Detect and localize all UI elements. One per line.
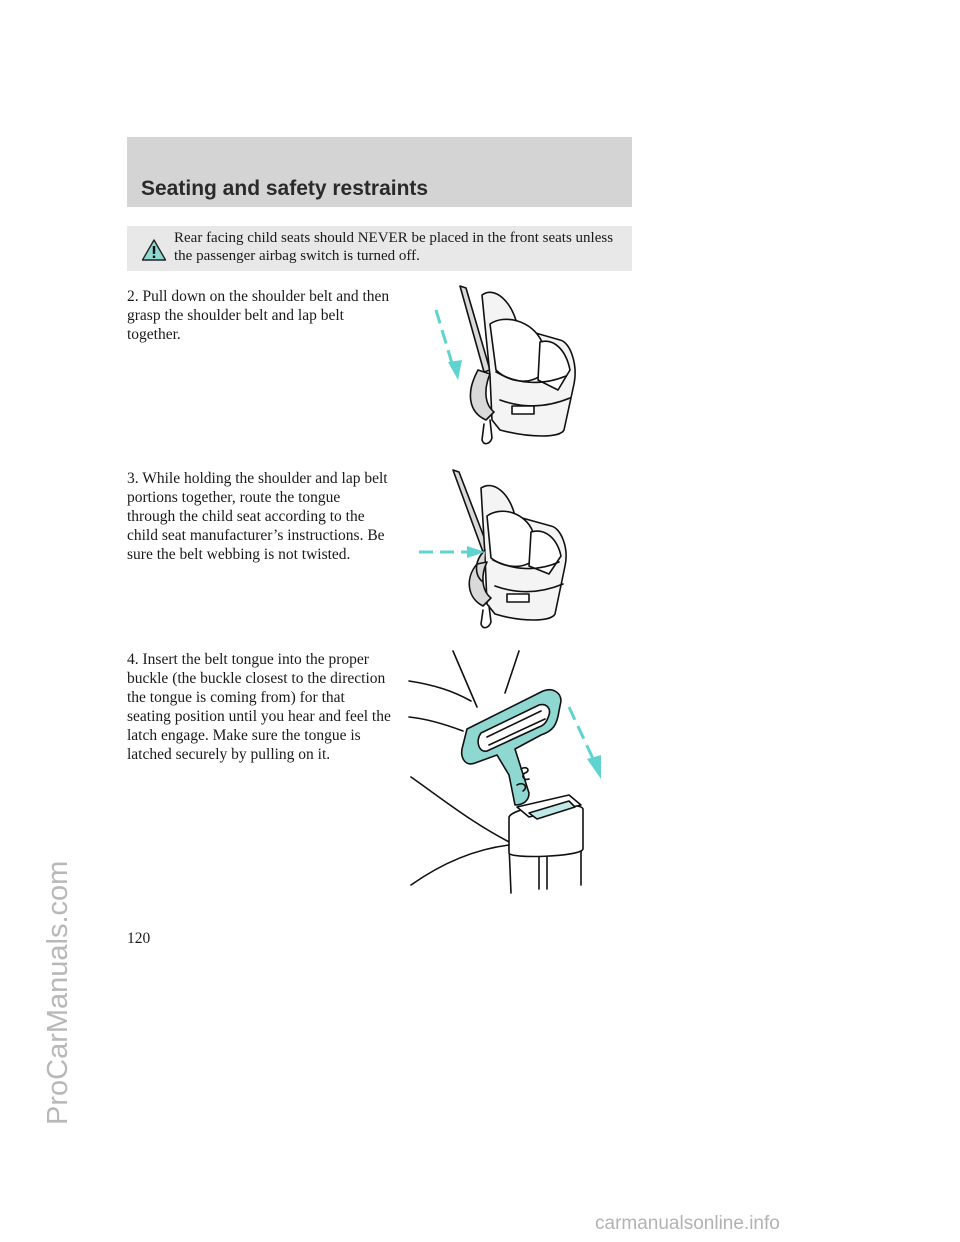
step-4-text: 4. Insert the belt tongue into the proper buckle (the buckle closest to the direction the tongue is coming from) for that seating position until you hear and feel the latch engage. Make sure the tongue is latched securely by pulling on it.	[127, 651, 391, 763]
warning-box	[127, 226, 632, 271]
page-number: 120	[127, 930, 151, 947]
warning-triangle-icon	[141, 238, 167, 262]
section-header	[127, 137, 632, 207]
belt-tongue-into-buckle-illustration	[405, 645, 615, 895]
footer-watermark: carmanualsonline.info	[595, 1213, 780, 1234]
warning-text: Rear facing child seats should NEVER be placed in the front seats unless the passenger airbag switch is turned off.	[174, 230, 614, 264]
step-2-text: 2. Pull down on the shoulder belt and then grasp the shoulder belt and lap belt together.	[127, 288, 390, 343]
child-seat-pull-belt-down-illustration	[420, 280, 595, 450]
side-watermark: ProCarManuals.com	[42, 860, 74, 1125]
child-seat-route-tongue-illustration	[415, 466, 580, 636]
step-3-text: 3. While holding the shoulder and lap belt portions together, route the tongue through the child seat according to the child seat manufacturer’s instructions. Be sure the belt webbing is not twisted.	[127, 470, 388, 563]
section-title: Seating and safety restraints	[141, 177, 429, 200]
